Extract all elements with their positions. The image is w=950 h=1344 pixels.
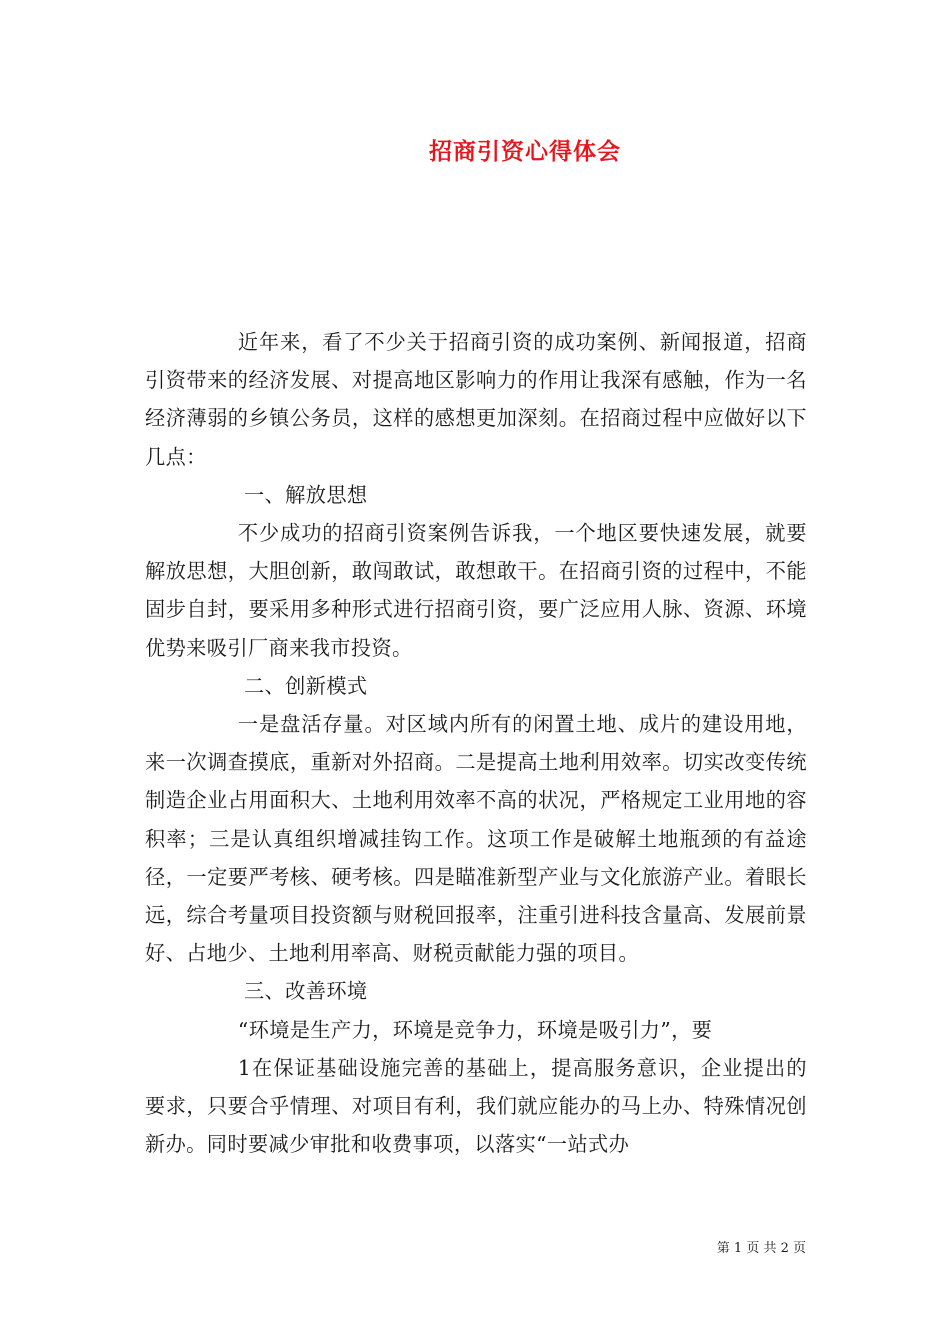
paragraph-section-1: 不少成功的招商引资案例告诉我，一个地区要快速发展，就要解放思想，大胆创新，敢闯敢试，敢想敢干。在招商引资的过程中，不能固步自封，要采用多种形式进行招商引资，要广泛应用人脉、资源、环境优势来吸引厂商来我市投资。 (145, 521, 807, 660)
section-heading-3: 三、改善环境 (243, 979, 368, 1004)
document-title: 招商引资心得体会 (429, 138, 621, 165)
page-number-footer: 第 1 页 共 2 页 (716, 1241, 806, 1256)
section-heading-1: 一、解放思想 (243, 482, 368, 507)
section-heading-2: 二、创新模式 (243, 673, 368, 698)
paragraph-section-3-quote: “环境是生产力，环境是竞争力，环境是吸引力”，要 (237, 1017, 713, 1042)
paragraph-intro: 近年来，看了不少关于招商引资的成功案例、新闻报道，招商引资带来的经济发展、对提高地区影响力的作用让我深有感触，作为一名经济薄弱的乡镇公务员，这样的感想更加深刻。在招商过程中应做好以下几点： (145, 330, 807, 469)
paragraph-section-2: 一是盘活存量。对区域内所有的闲置土地、成片的建设用地，来一次调查摸底，重新对外招商。二是提高土地利用效率。切实改变传统制造企业占用面积大、土地利用效率不高的状况，严格规定工业用地的容积率；三是认真组织增减挂钩工作。这项工作是破解土地瓶颈的有益途径，一定要严考核、硬考核。四是瞄准新型产业与文化旅游产业。着眼长远，综合考量项目投资额与财税回报率，注重引进科技含量高、发展前景好、占地少、土地利用率高、财税贡献能力强的项目。 (145, 712, 807, 966)
paragraph-section-3-detail: 1在保证基础设施完善的基础上，提高服务意识，企业提出的要求，只要合乎情理、对项目有利，我们就应能办的马上办、特殊情况创新办。同时要减少审批和收费事项，以落实“一站式办 (145, 1055, 807, 1157)
document-body (145, 323, 807, 1163)
